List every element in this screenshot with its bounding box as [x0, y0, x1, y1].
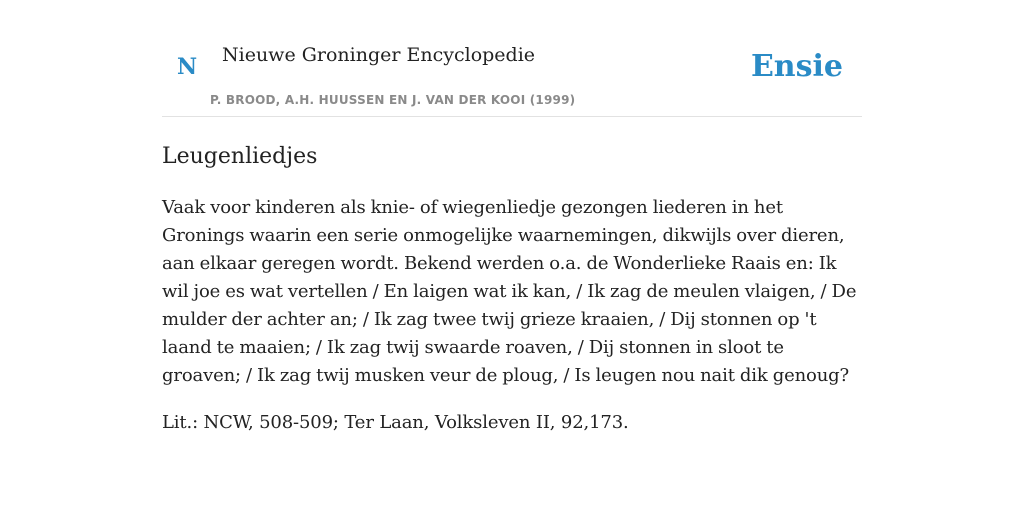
references: Lit.: NCW, 508-509; Ter Laan, Volksleven II, 92,173. [162, 412, 629, 433]
encyclopedia-title[interactable]: Nieuwe Groninger Encyclopedie [222, 44, 536, 66]
brand-logo[interactable]: Ensie [750, 49, 843, 84]
article-title: Leugenliedjes [162, 144, 318, 169]
article-body: Vaak voor kinderen als knie- of wiegenliedje gezongen liederen in het Gronings waarin een serie onmogelijke waarnemingen, dikwijls over dieren, aan elkaar geregen wordt. Bekend werden o.a. de Wonderlieke Raais en: Ik wil joe es wat vertellen / En laigen wat ik kan, / Ik zag de meulen vlaigen, / De mulder der achter an; / Ik zag twee twij grieze kraaien, / Dij stonnen op 't laand te maaien; / Ik zag twij swaarde roaven, / Dij stonnen in sloot te groaven; / Ik zag twij musken veur de ploug, / Is leugen nou nait dik genoug? [162, 197, 857, 386]
page [162, 0, 862, 437]
authors: P. BROOD, A.H. HUUSSEN EN J. VAN DER KOOI (1999) [210, 93, 576, 107]
header [162, 0, 862, 117]
encyclopedia-logo[interactable]: N [177, 54, 198, 80]
